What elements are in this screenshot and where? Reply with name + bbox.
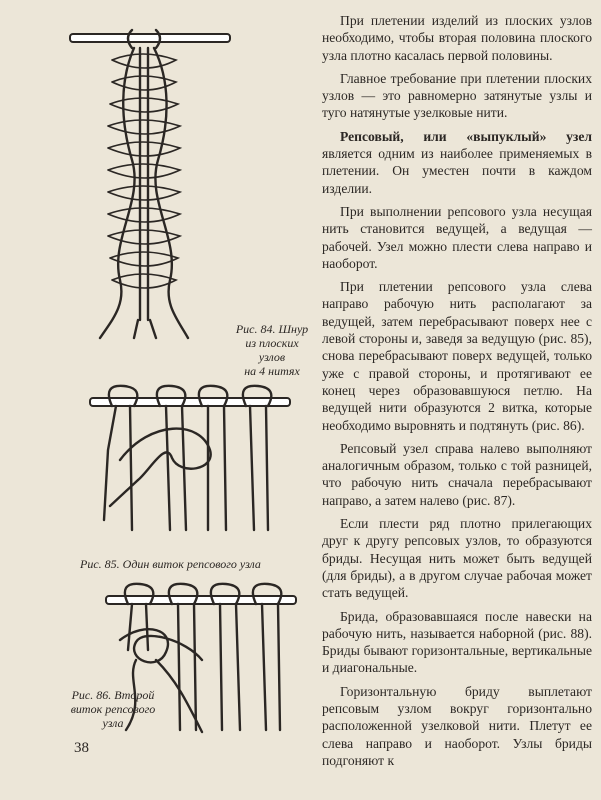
paragraph-text: является одним из наиболее применяемых в плетении. Он уместен почти в каждом изделии.: [322, 146, 592, 196]
caption-line: на 4 нитях: [244, 364, 300, 378]
paragraph: Репсовый узел справа налево выполняют аналогичным образом, только с той разницей, что рабочую нить сначала перебрасывают направо, а затем налево (рис. 87).: [322, 440, 592, 508]
caption-line: из плоских: [245, 336, 299, 350]
paragraph: При плетении изделий из плоских узлов необходимо, чтобы вторая половина плоского узла плотно касалась первой половины.: [322, 13, 592, 63]
caption-line: Рис. 86. Второй: [71, 688, 155, 702]
paragraph: При плетении репсового узла слева направо рабочую нить располагают за ведущей, затем перебрасывают поверх нее с левой стороны и, заведя за ведущую (рис. 85), снова перебрасывают поверх ведущей, только уже с правой стороны, и протягивают ее конец через образовавшуюся петлю. На ведущей нити образуются 2 витка, которые необходимо выровнять и подтянуть (рис. 86).: [322, 279, 592, 433]
caption-line: Рис. 84. Шнур: [235, 322, 309, 336]
paragraph: Если плести ряд плотно прилегающих друг к другу репсовых узлов, то образуются бриды. Несущая нить может быть ведущей (для бриды), а в другом случае рабочая может стать ведущей.: [322, 516, 592, 601]
figure-85-caption: Рис. 85. Один виток репсового узла: [80, 557, 261, 571]
paragraph: Брида, образовавшаяся после навески на рабочую нить, называется наборной (рис. 88). Бриды бывают горизонтальные, вертикальные и диагональные.: [322, 608, 592, 676]
caption-line: узлов: [258, 350, 286, 364]
text-column: [322, 12, 592, 775]
figure-84-caption: [222, 322, 322, 378]
figure-85-illustration: [90, 380, 310, 540]
figure-84-illustration: [60, 20, 240, 340]
caption-line: узла: [102, 716, 124, 730]
term-heading: Репсовый, или «выпуклый» узел: [340, 128, 592, 144]
figure-86-caption: [48, 688, 178, 730]
paragraph: При выполнении репсового узла несущая нить становится ведущей, а ведущая — рабочей. Узел можно плести слева направо и наоборот.: [322, 203, 592, 271]
paragraph: Главное требование при плетении плоских узлов — это равномерно затянутые узлы и туго натянутые узелковые нити.: [322, 70, 592, 121]
paragraph: Горизонтальную бриду выплетают репсовым узлом вокруг горизонтально расположенной узелковой нити. Плетут ее слева направо и наоборот. Узлы бриды подгоняют к: [322, 683, 592, 768]
paragraph: [322, 128, 592, 197]
caption-line: виток репсового: [70, 702, 156, 716]
page-number: 38: [74, 740, 89, 756]
